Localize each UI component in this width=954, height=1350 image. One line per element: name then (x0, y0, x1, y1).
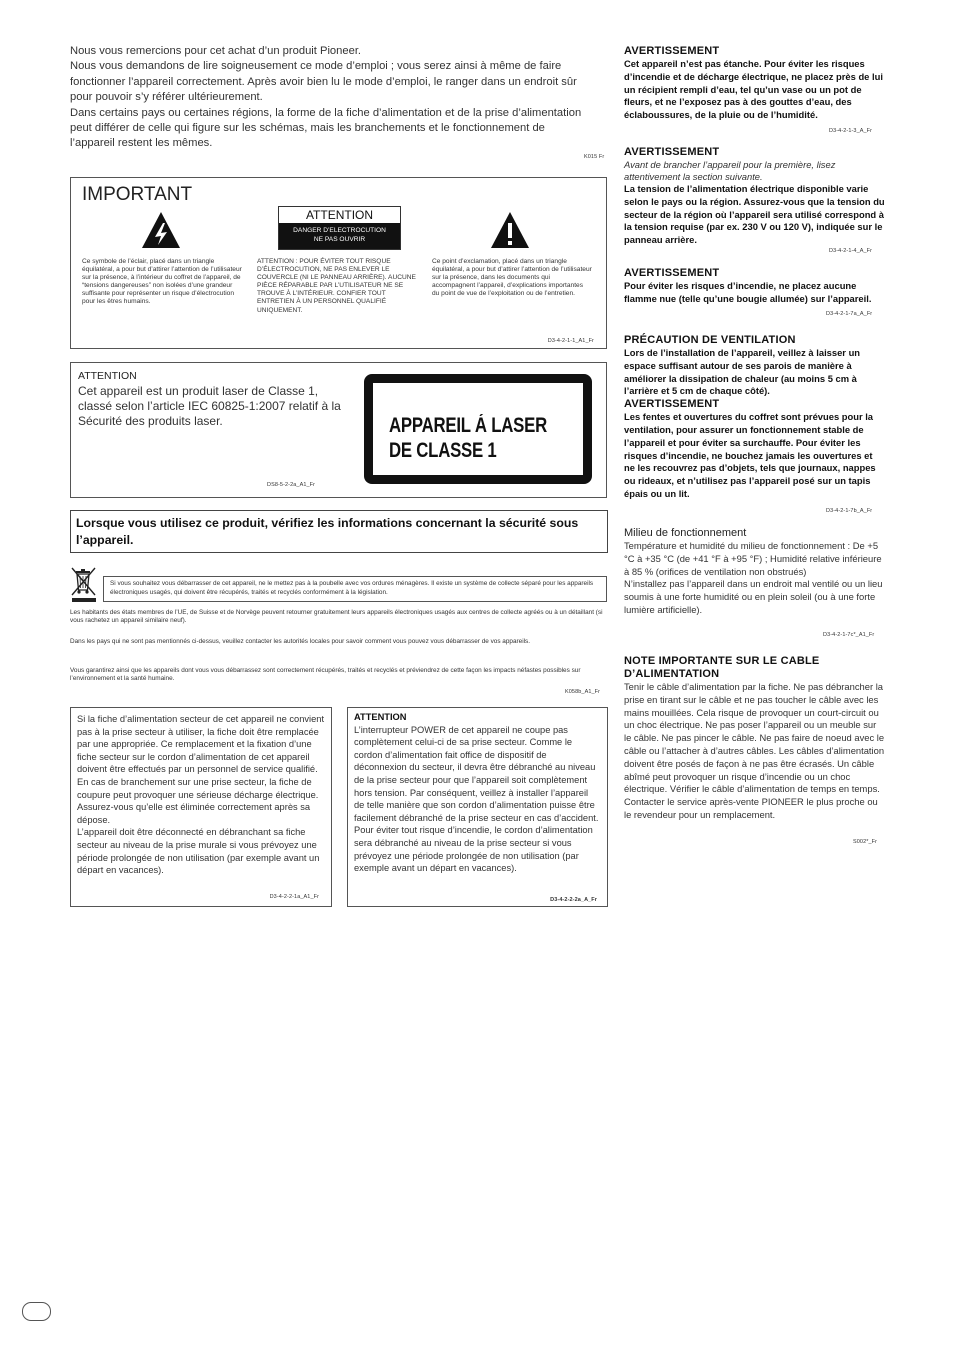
attention-label-title: ATTENTION (305, 208, 374, 222)
weee-other-countries-text: Dans les pays qui ne sont pas mentionnés ci-dessus, veuillez contacter les autorités locales pour savoir comment vous pouvez vous débarrasser de vos appareils. (70, 638, 531, 645)
power-cable-code: S002*_Fr (853, 839, 878, 845)
plug-disconnect-text: L’appareil doit être déconnecté en débranchant sa fiche secteur au niveau de la prise murale si vous prévoyez une période prolongée de non utilisation (par exemple avant un départ en vacances). (77, 827, 320, 876)
important-box (70, 177, 607, 349)
plug-replacement-text: Si la fiche d’alimentation secteur de cet appareil ne convient pas à la prise secteur à utiliser, la fiche doit être remplacée par une appropriée. Ce remplacement et la fixation d’une fiche secteur sur le cordon d’alimentation de cet appareil doivent être effectués par un personnel de service qualifié. En cas de branchement sur une prise secteur, la fiche de coupure peut provoquer une sérieuse décharge électrique. Assurez-vous qu’elle est éliminée correctement après sa dépose. (77, 714, 325, 825)
important-title: IMPORTANT (82, 184, 193, 205)
warning-voltage-code: D3-4-2-1-4_A_Fr (829, 248, 873, 254)
attention-explanation: ATTENTION : POUR ÉVITER TOUT RISQUE D’ÉLECTROCUTION, NE PAS ENLEVER LE COUVERCLE (NI LE PANNEAU ARRIÈRE). AUCUNE PIÈCE RÉPARABLE PAR L’UTILISATEUR NE SE TROUVE À L’INTÉRIEUR. CONFIER TOUT ENTRETIEN À UN PERSONNEL QUALIFIÉ UNIQUEMENT. (257, 258, 416, 314)
power-switch-box (347, 707, 608, 907)
warning-water-title: AVERTISSEMENT (624, 45, 720, 57)
weee-eu-text: Les habitants des états membres de l’UE, de Suisse et de Norvège peuvent retourner gratuitement leurs appareils électroniques usagés aux centres de collecte agréés ou à un détaillant (si vous rachetez un appareil similaire neuf). (70, 609, 603, 625)
power-box-heading: ATTENTION (354, 712, 407, 722)
intro-code: K015 Fr (584, 154, 605, 160)
important-code: D3-4-2-1-1_A1_Fr (547, 338, 594, 344)
operating-environment-conditions: Température et humidité du milieu de fonctionnement : De +5 °C à +35 °C (de +41 °F à +95 °F) ; Humidité relative inférieure à 85 % (orifices de ventilation non obstrués) (624, 540, 882, 577)
ventilation-code: D3-4-2-1-7b_A_Fr (826, 508, 873, 514)
power-cable-title: NOTE IMPORTANTE SUR LE CABLE D’ALIMENTATION (624, 655, 820, 680)
power-box-text: L’interrupteur POWER de cet appareil ne coupe pas complètement celui-ci de sa prise secteur. Comme le cordon d’alimentation fait office de dispositif de déconnexion du secteur, il devra être débranché au niveau de la prise secteur pour que l’appareil soit complètement hors tension. Par conséquent, veillez à installer l’appareil de telle manière que son cordon d’alimentation puisse être facilement débranché de la prise secteur en cas d’accident. Pour éviter tout risque d’incendie, le cordon d’alimentation sera débranché au niveau de la prise secteur si vous prévoyez une période prolongée de non utilisation (par exemple avant un départ en vacances). (354, 724, 599, 874)
ventilation-warning-body: Les fentes et ouvertures du coffret sont prévues pour la ventilation, pour assurer un fonctionnement stable de l’appareil et pour éviter sa surchauffe. Pour éviter les risques d’incendie, ne bouchez jamais les ouvertures et ne les recouvrez pas d’objets, tels que journaux, nappes ou rideaux, et n’utilisez pas l’appareil posé sur un tapis épais ou un lit. (624, 411, 876, 499)
warning-voltage-body: La tension de l’alimentation électrique disponible varie selon le pays ou la région. Assurez-vous que la tension du secteur de la région où l’appareil sera utilisé correspond à la tension requise (par ex. 230 V ou 120 V), indiquée sur le panneau arrière. (624, 183, 885, 246)
operating-environment-title: Milieu de fonctionnement (624, 527, 747, 539)
laser-class-label (364, 374, 592, 484)
warning-voltage (624, 146, 886, 247)
ventilation-warning-title: AVERTISSEMENT (624, 398, 720, 411)
laser-box (70, 362, 607, 498)
exclamation-explanation: Ce point d’exclamation, placé dans un triangle équilatéral, a pour but d’attirer l’attention de l’utilisateur sur la présence, dans les documents qui accompagnent l’appareil, d’explications importantes du point de vue de l’exploitation ou de l’entretien. (432, 258, 592, 298)
crossed-bin-icon (70, 566, 98, 604)
warning-flame-code: D3-4-2-1-7a_A_Fr (826, 311, 873, 317)
warning-voltage-title: AVERTISSEMENT (624, 146, 720, 158)
ventilation-body: Lors de l’installation de l’appareil, veillez à laisser un espace suffisant autour de ses parois de manière à améliorer la dissipation de chaleur (au moins 5 cm à l’arrière et 5 cm de chaque côté). (624, 347, 861, 397)
laser-label-line-2: DE CLASSE 1 (389, 439, 497, 462)
weee-disposal-box: Si vous souhaitez vous débarrasser de cet appareil, ne le mettez pas à la poubelle avec vos ordures ménagères. Il existe un système de collecte séparé pour les appareils électroniques usagés, qui doivent être récupérés, traités et recyclés conformément à la législation. (103, 576, 607, 602)
warning-flame-body: Pour éviter les risques d’incendie, ne placez aucune flamme nue (telle qu’une bougie allumée) sur l’appareil. (624, 280, 872, 304)
operating-environment-placement: N’installez pas l’appareil dans un endroit mal ventilé ou un lieu soumis à une forte humidité ou en plein soleil (ou à une forte lumière artificielle). (624, 578, 883, 615)
operating-environment (624, 527, 886, 617)
attention-label (278, 206, 401, 250)
ventilation-title: PRÉCAUTION DE VENTILATION (624, 334, 796, 346)
laser-code: DS8-5-2-2a_A1_Fr (267, 482, 316, 488)
danger-line-1: DANGER D’ELECTROCUTION (293, 227, 386, 234)
weee-code: K058b_A1_Fr (565, 689, 601, 695)
warning-water-code: D3-4-2-1-3_A_Fr (829, 128, 873, 134)
plug-replacement-box (70, 707, 332, 907)
intro-thanks: Nous vous remercions pour cet achat d’un produit Pioneer. (70, 45, 362, 57)
danger-label (279, 223, 400, 249)
ventilation-section (624, 334, 886, 501)
intro-read-manual: Nous vous demandons de lire soigneusement ce mode d’emploi ; vous serez ainsi à même de faire fonctionner l’appareil correctement. Après avoir bien lu le mode d’emploi, le ranger dans un endroit sûr pour pouvoir s’y référer ultérieurement. (70, 60, 577, 104)
intro-plug-note: Dans certains pays ou certaines régions, la forme de la fiche d’alimentation et de la prise d’alimentation peut différer de celle qui figure sur les schémas, mais les branchements et le fonctionnement de l’appareil restent les mêmes. (70, 106, 582, 150)
lightning-explanation: Ce symbole de l’éclair, placé dans un triangle équilatéral, a pour but d’attirer l’attention de l’utilisateur sur la présence, à l’intérieur du coffret de l’appareil, de “tensions dangereuses” non isolées d’une grandeur suffisante pour représenter un risque d’électrocution pour les êtres humains. (82, 258, 242, 306)
safety-notice: Lorsque vous utilisez ce produit, vérifiez les informations concernant la sécurité sous l’appareil. (70, 510, 608, 553)
warning-water (624, 45, 886, 122)
laser-heading: ATTENTION (78, 370, 137, 382)
laser-body: Cet appareil est un produit laser de Classe 1, classé selon l’article IEC 60825-1:2007 relatif à la Sécurité des produits laser. (78, 384, 341, 428)
operating-environment-code: D3-4-2-1-7c*_A1_Fr (823, 632, 875, 638)
warning-voltage-intro: Avant de brancher l’appareil pour la première, lisez attentivement la section suivante. (624, 159, 836, 182)
weee-environment-text: Vous garantirez ainsi que les appareils dont vous vous débarrassez sont correctement récupérés, traités et recyclés et préviendrez de cette façon les impacts néfastes possibles sur l’environnement et la santé humaine. (70, 667, 581, 683)
plug-box-code: D3-4-2-2-1a_A1_Fr (269, 894, 319, 900)
laser-label-line-1: APPAREIL Á LASER (389, 414, 547, 437)
power-cable-body: Tenir le câble d’alimentation par la fiche. Ne pas débrancher la prise en tirant sur le câble et ne pas toucher le câble avec les mains mouillées. Cela risque de provoquer un court-circuit ou un choc électrique. Ne pas poser l’appareil ou un meuble sur le câble. Ne pas pincer le câble. Ne pas faire de noeud avec le câble ou l’attacher à d’autres câbles. Les câbles d’alimentation doivent être posés de façon à ne pas être écrasés. Un câble abîmé peut provoquer un risque d’incendie ou un choc électrique. Vérifier le câble d’alimentation de temps en temps. Contacter le service après-vente PIONEER le plus proche ou le revendeur pour un remplacement. (624, 681, 885, 820)
intro-text (70, 44, 590, 152)
warning-water-body: Cet appareil n’est pas étanche. Pour éviter les risques d’incendie et de décharge électrique, ne placez près de lui un récipient rempli d’eau, tel qu’un vase ou un pot de fleurs, et ne l’exposez pas à des gouttes d’eau, des éclaboussures, de la pluie ou de l’humidité. (624, 58, 883, 121)
warning-flame (624, 267, 886, 306)
warning-flame-title: AVERTISSEMENT (624, 267, 720, 279)
lightning-warning-icon (141, 210, 181, 250)
exclamation-warning-icon (490, 210, 530, 250)
danger-line-2: NE PAS OUVRIR (313, 236, 366, 243)
power-box-code: D3-4-2-2-2a_A_Fr (550, 897, 597, 903)
language-badge (22, 1302, 51, 1321)
power-cable-note (624, 655, 886, 822)
